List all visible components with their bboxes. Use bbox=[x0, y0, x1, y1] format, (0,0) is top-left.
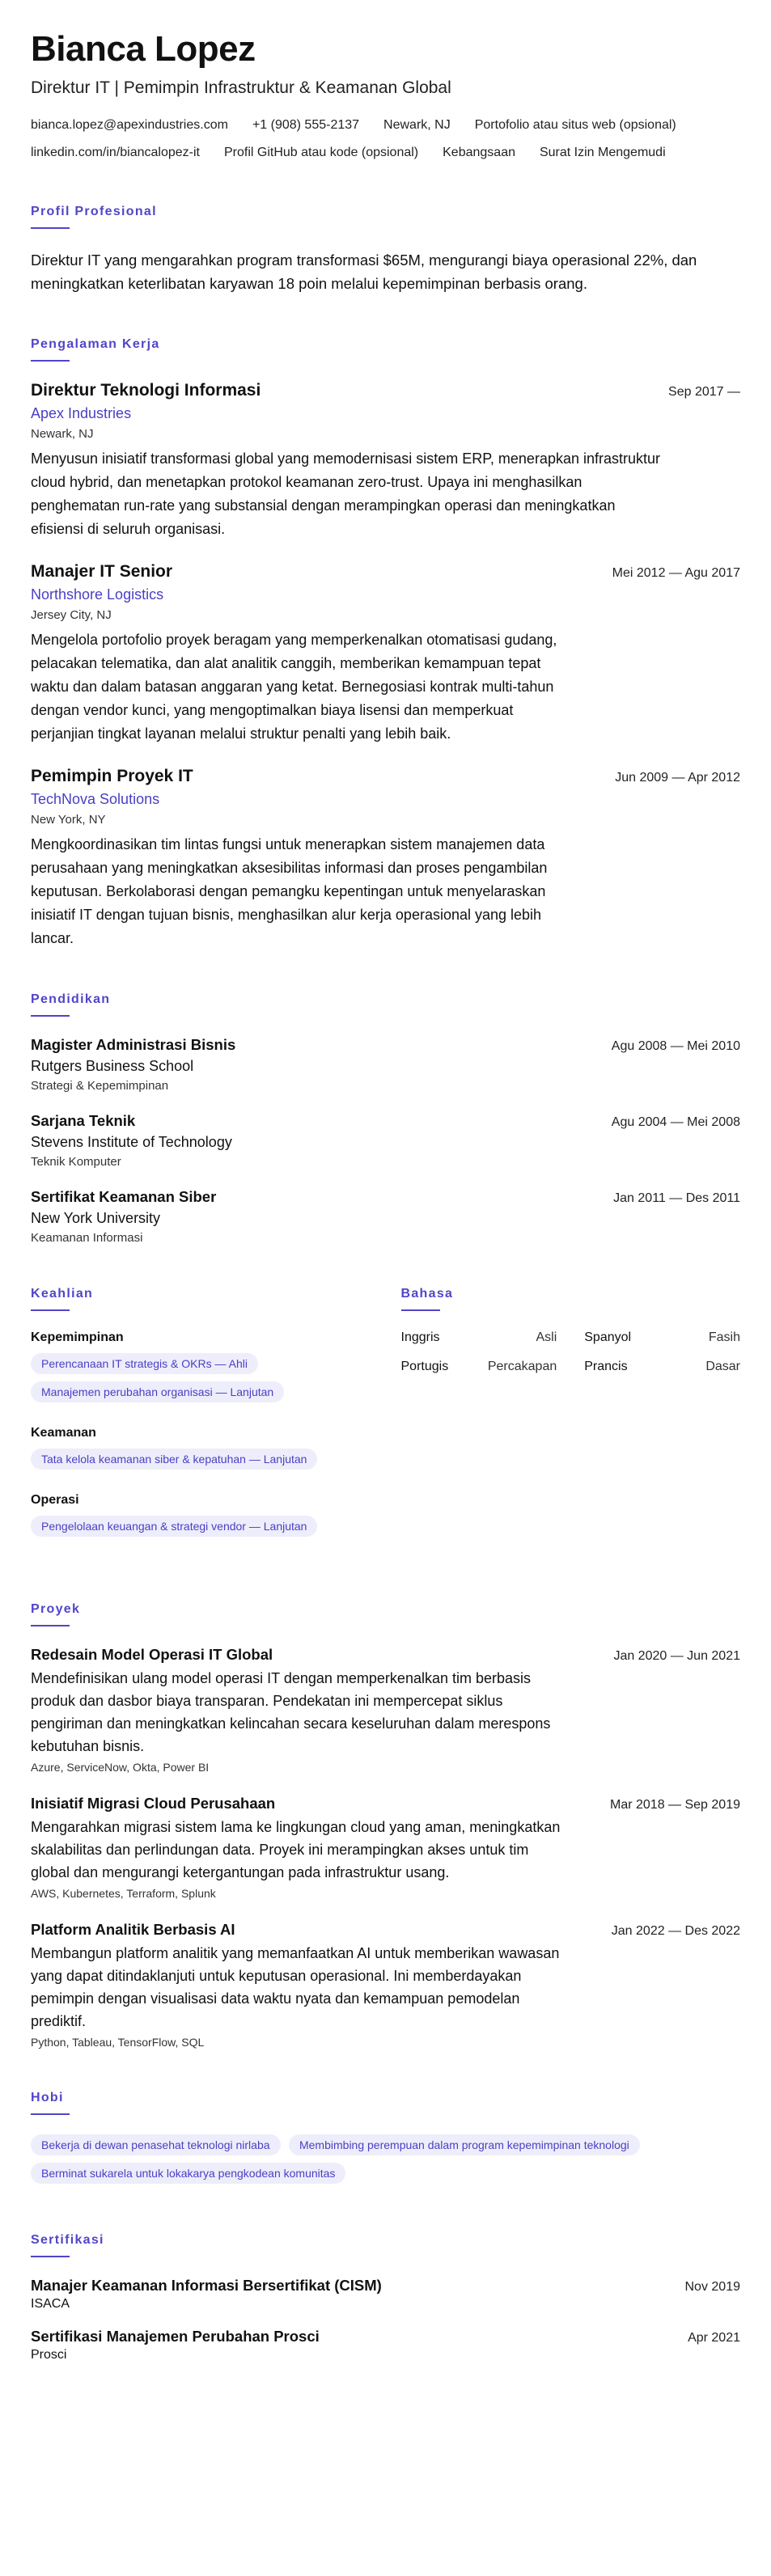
section-title: Hobi bbox=[31, 2090, 64, 2104]
project-description: Mengarahkan migrasi sistem lama ke lingkungan cloud yang aman, meningkatkan skalabilitas dan perlindungan data. Proyek ini merampingkan akses untuk tim global dan mengurangi ketergantungan pada infrastruktur usang. bbox=[31, 1818, 561, 1880]
project-tech: AWS, Kubernetes, Terraform, Splunk bbox=[31, 1886, 216, 1900]
language-item bbox=[584, 1330, 740, 1345]
hobby-list bbox=[31, 2134, 740, 2191]
certification-entry bbox=[31, 2328, 740, 2362]
job-location: Jersey City, NJ bbox=[31, 607, 112, 622]
skill-chip: Pengelolaan keuangan & strategi vendor — Lanjutan bbox=[31, 1516, 317, 1537]
section-divider bbox=[31, 1015, 70, 1017]
job-title: Pemimpin Proyek IT bbox=[31, 766, 193, 785]
experience-section bbox=[31, 337, 740, 950]
skill-group bbox=[31, 1330, 371, 1410]
candidate-name: Bianca Lopez bbox=[31, 29, 256, 69]
section-divider bbox=[401, 1309, 440, 1311]
education-degree: Sertifikat Keamanan Siber bbox=[31, 1187, 217, 1205]
summary-text: Direktur IT yang mengarahkan program transformasi $65M, mengurangi biaya operasional 22%, dan meningkatkan keterlibatan karyawan 18 poin melalui kepemimpinan berbasis orang. bbox=[31, 251, 697, 292]
language-level: Asli bbox=[536, 1330, 557, 1344]
job-location: New York, NY bbox=[31, 812, 106, 827]
language-level: Percakapan bbox=[487, 1359, 557, 1373]
contact-github[interactable]: Profil GitHub atau kode (opsional) bbox=[224, 145, 419, 159]
project-description: Mendefinisikan ulang model operasi IT dengan memperkenalkan tim berbasis produk dan dasbor biaya transparan. Pendekatan ini mempercepat siklus pengiriman dan meningkatkan kelincahan secara keseluruhan dalam merespons kebutuhan bisnis. bbox=[31, 1669, 551, 1754]
education-field: Keamanan Informasi bbox=[31, 1230, 143, 1245]
language-item bbox=[401, 1360, 557, 1374]
job-title: Manajer IT Senior bbox=[31, 561, 173, 581]
job-company: Apex Industries bbox=[31, 404, 132, 421]
contact-phone[interactable]: +1 (908) 555-2137 bbox=[252, 117, 360, 132]
hobby-chip: Bekerja di dewan penasehat teknologi nirlaba bbox=[31, 2134, 281, 2155]
skill-group bbox=[31, 1493, 371, 1544]
language-level: Fasih bbox=[708, 1330, 740, 1344]
language-item bbox=[584, 1360, 740, 1374]
language-name: Inggris bbox=[400, 1330, 440, 1344]
section-divider bbox=[31, 2256, 70, 2257]
hobby-chip: Berminat sukarela untuk lokakarya pengkodean komunitas bbox=[31, 2163, 345, 2184]
job-dates: Jun 2009 — Apr 2012 bbox=[615, 770, 740, 785]
education-entry bbox=[31, 1112, 740, 1169]
job-description: Mengelola portofolio proyek beragam yang memperkenalkan otomatisasi gudang, pelacakan telematika, dan alat analitik canggih, memberikan kemampuan tepat waktu dan dalam batasan anggaran yang ketat. Bernegosiasi kontrak multi-tahun dengan vendor kunci, yang mengoptimalkan biaya lisensi dan memperkuat perjanjian tingkat layanan melalui struktur penalti yang lebih baik. bbox=[31, 631, 557, 742]
section-divider bbox=[31, 2113, 70, 2115]
project-tech: Azure, ServiceNow, Okta, Power BI bbox=[31, 1760, 210, 1774]
contact-list bbox=[31, 116, 740, 163]
language-list bbox=[401, 1330, 741, 1374]
job-dates: Mei 2012 — Agu 2017 bbox=[612, 565, 740, 580]
project-title: Redesain Model Operasi IT Global bbox=[31, 1645, 273, 1663]
section-divider bbox=[31, 1625, 70, 1626]
job-entry bbox=[31, 767, 740, 950]
skill-chip: Tata kelola keamanan siber & kepatuhan — Lanjutan bbox=[31, 1449, 317, 1470]
project-dates: Jan 2022 — Des 2022 bbox=[611, 1923, 740, 1938]
skills-languages-row bbox=[31, 1287, 740, 1560]
hobby-chip: Membimbing perempuan dalam program kepemimpinan teknologi bbox=[289, 2134, 640, 2155]
job-location: Newark, NJ bbox=[31, 426, 94, 441]
projects-section bbox=[31, 1602, 740, 2049]
certification-entry bbox=[31, 2277, 740, 2312]
project-entry bbox=[31, 1795, 740, 1900]
job-title: Direktur Teknologi Informasi bbox=[31, 380, 261, 400]
education-degree: Sarjana Teknik bbox=[31, 1111, 136, 1129]
section-title: Pendidikan bbox=[31, 992, 111, 1006]
language-name: Spanyol bbox=[584, 1330, 632, 1344]
candidate-headline: Direktur IT | Pemimpin Infrastruktur & Keamanan Global bbox=[31, 78, 451, 97]
education-entry bbox=[31, 1188, 740, 1245]
certification-issuer: Prosci bbox=[31, 2347, 67, 2362]
job-company: TechNova Solutions bbox=[31, 790, 160, 807]
job-entry bbox=[31, 381, 740, 541]
contact-location: Newark, NJ bbox=[383, 117, 451, 132]
project-title: Inisiatif Migrasi Cloud Perusahaan bbox=[31, 1794, 276, 1812]
skill-chip: Manajemen perubahan organisasi — Lanjutan bbox=[31, 1381, 284, 1402]
certification-title: Sertifikasi Manajemen Perubahan Prosci bbox=[31, 2327, 320, 2345]
section-divider bbox=[31, 227, 70, 229]
certification-title: Manajer Keamanan Informasi Bersertifikat (CISM) bbox=[31, 2276, 382, 2294]
job-description: Mengkoordinasikan tim lintas fungsi untuk menerapkan sistem manajemen data perusahaan yang meningkatkan aksesibilitas informasi dan proses pengambilan keputusan. Berkolaborasi dengan pemangku kepentingan untuk menyelaraskan inisiatif IT dengan tujuan bisnis, menghasilkan alur kerja operasional yang lebih lancar. bbox=[31, 835, 548, 946]
certifications-section bbox=[31, 2233, 740, 2362]
education-field: Strategi & Kepemimpinan bbox=[31, 1078, 169, 1093]
contact-portfolio[interactable]: Portofolio atau situs web (opsional) bbox=[474, 117, 676, 132]
skills-section bbox=[31, 1287, 371, 1560]
education-school: Stevens Institute of Technology bbox=[31, 1133, 232, 1150]
section-title: Keahlian bbox=[31, 1286, 94, 1301]
skill-category: Operasi bbox=[31, 1492, 79, 1507]
skill-category: Keamanan bbox=[31, 1425, 96, 1440]
education-school: New York University bbox=[31, 1209, 161, 1226]
project-title: Platform Analitik Berbasis AI bbox=[31, 1920, 235, 1938]
project-tech: Python, Tableau, TensorFlow, SQL bbox=[31, 2035, 205, 2049]
language-item bbox=[401, 1330, 557, 1345]
section-title: Sertifikasi bbox=[31, 2232, 104, 2247]
job-dates: Sep 2017 — bbox=[668, 384, 740, 399]
languages-section bbox=[401, 1287, 741, 1560]
education-dates: Agu 2008 — Mei 2010 bbox=[611, 1038, 740, 1053]
contact-drivers-license: Surat Izin Mengemudi bbox=[539, 145, 666, 159]
skill-chip: Perencanaan IT strategis & OKRs — Ahli bbox=[31, 1353, 258, 1374]
project-description: Membangun platform analitik yang memanfaatkan AI untuk memberikan wawasan yang dapat ditindaklanjuti untuk keputusan operasional. Ini memberdayakan pemimpin dengan visualisasi data waktu nyata dan kemampuan pemodelan prediktif. bbox=[31, 1944, 560, 2029]
summary-section bbox=[31, 205, 740, 295]
certification-date: Nov 2019 bbox=[684, 2279, 740, 2294]
education-dates: Jan 2011 — Des 2011 bbox=[613, 1191, 740, 1205]
section-title: Proyek bbox=[31, 1601, 81, 1616]
hobbies-section bbox=[31, 2091, 740, 2191]
education-entry bbox=[31, 1036, 740, 1093]
skill-group bbox=[31, 1426, 371, 1477]
project-entry bbox=[31, 1646, 740, 1774]
contact-linkedin[interactable]: linkedin.com/in/biancalopez-it bbox=[31, 145, 200, 159]
education-section bbox=[31, 992, 740, 1245]
contact-email[interactable]: bianca.lopez@apexindustries.com bbox=[31, 117, 228, 132]
education-school: Rutgers Business School bbox=[31, 1057, 194, 1074]
language-level: Dasar bbox=[705, 1359, 740, 1373]
education-field: Teknik Komputer bbox=[31, 1154, 121, 1169]
section-divider bbox=[31, 1309, 70, 1311]
language-name: Prancis bbox=[584, 1359, 628, 1373]
certification-date: Apr 2021 bbox=[688, 2330, 740, 2345]
job-company: Northshore Logistics bbox=[31, 586, 164, 603]
project-entry bbox=[31, 1921, 740, 2049]
section-title: Bahasa bbox=[400, 1286, 454, 1301]
contact-nationality: Kebangsaan bbox=[443, 145, 515, 159]
education-degree: Magister Administrasi Bisnis bbox=[31, 1035, 236, 1053]
job-entry bbox=[31, 562, 740, 746]
section-title: Profil Profesional bbox=[31, 204, 157, 218]
language-name: Portugis bbox=[400, 1359, 449, 1373]
project-dates: Mar 2018 — Sep 2019 bbox=[610, 1797, 740, 1812]
project-dates: Jan 2020 — Jun 2021 bbox=[613, 1648, 740, 1663]
section-divider bbox=[31, 360, 70, 362]
certification-issuer: ISACA bbox=[31, 2296, 70, 2311]
education-dates: Agu 2004 — Mei 2008 bbox=[611, 1115, 740, 1129]
skill-category: Kepemimpinan bbox=[31, 1330, 124, 1344]
section-title: Pengalaman Kerja bbox=[31, 336, 160, 351]
job-description: Menyusun inisiatif transformasi global yang memodernisasi sistem ERP, menerapkan infrastruktur cloud hybrid, dan menetapkan protokol keamanan zero-trust. Upaya ini menghasilkan penghematan run-rate yang substansial dengan merampingkan operasi dan meningkatkan efisiensi di seluruh organisasi. bbox=[31, 450, 661, 537]
